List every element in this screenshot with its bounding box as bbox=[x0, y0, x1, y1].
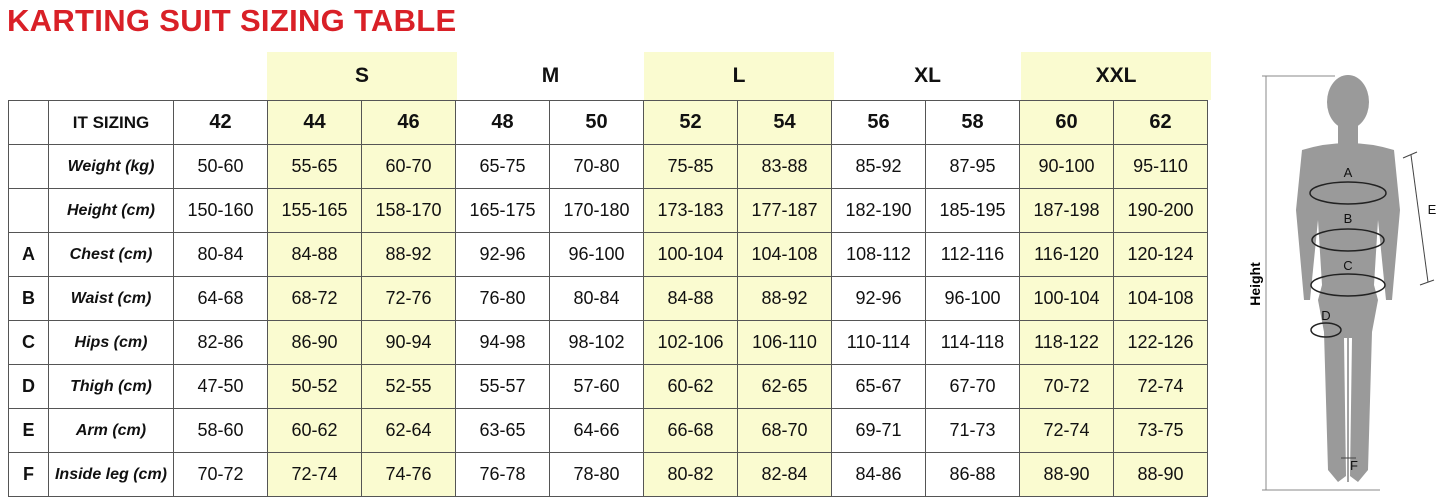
table-cell: 122-126 bbox=[1114, 321, 1208, 365]
table-cell: 165-175 bbox=[456, 189, 550, 233]
figure-label-e: E bbox=[1427, 202, 1437, 217]
table-cell: 70-72 bbox=[174, 453, 268, 497]
row-label: Height (cm) bbox=[49, 189, 174, 233]
table-cell: 63-65 bbox=[456, 409, 550, 453]
table-header-row bbox=[9, 101, 1208, 145]
table-cell: 55-65 bbox=[268, 145, 362, 189]
table-cell: 64-68 bbox=[174, 277, 268, 321]
table-cell: 64-66 bbox=[550, 409, 644, 453]
table-cell: 96-100 bbox=[550, 233, 644, 277]
row-label: Chest (cm) bbox=[49, 233, 174, 277]
row-letter: B bbox=[9, 277, 49, 321]
table-cell: 62-65 bbox=[738, 365, 832, 409]
row-label: Waist (cm) bbox=[49, 277, 174, 321]
size-group-l bbox=[644, 52, 834, 100]
table-cell: 80-84 bbox=[550, 277, 644, 321]
table-cell: 88-92 bbox=[738, 277, 832, 321]
table-cell: 80-82 bbox=[644, 453, 738, 497]
header-size-cell: 52 bbox=[644, 101, 738, 145]
table-cell: 96-100 bbox=[926, 277, 1020, 321]
header-size-cell: 56 bbox=[832, 101, 926, 145]
row-letter bbox=[9, 189, 49, 233]
header-size-cell: 60 bbox=[1020, 101, 1114, 145]
table-cell: 84-88 bbox=[644, 277, 738, 321]
table-cell: 92-96 bbox=[456, 233, 550, 277]
size-group-label: XXL bbox=[1095, 64, 1137, 87]
table-cell: 60-62 bbox=[268, 409, 362, 453]
table-cell: 84-88 bbox=[268, 233, 362, 277]
table-cell: 90-94 bbox=[362, 321, 456, 365]
table-cell: 92-96 bbox=[832, 277, 926, 321]
row-letter bbox=[9, 145, 49, 189]
table-cell: 98-102 bbox=[550, 321, 644, 365]
table-cell: 67-70 bbox=[926, 365, 1020, 409]
table-cell: 75-85 bbox=[644, 145, 738, 189]
figure-label-f: F bbox=[1350, 458, 1358, 473]
header-size-cell: 62 bbox=[1114, 101, 1208, 145]
table-cell: 116-120 bbox=[1020, 233, 1114, 277]
table-cell: 88-92 bbox=[362, 233, 456, 277]
table-cell: 50-52 bbox=[268, 365, 362, 409]
table-cell: 65-75 bbox=[456, 145, 550, 189]
table-cell: 76-78 bbox=[456, 453, 550, 497]
table-cell: 76-80 bbox=[456, 277, 550, 321]
table-row bbox=[9, 321, 1208, 365]
table-cell: 185-195 bbox=[926, 189, 1020, 233]
table-cell: 86-88 bbox=[926, 453, 1020, 497]
table-cell: 94-98 bbox=[456, 321, 550, 365]
table-cell: 104-108 bbox=[1114, 277, 1208, 321]
row-label: Weight (kg) bbox=[49, 145, 174, 189]
size-group-label: S bbox=[354, 64, 369, 87]
table-cell: 150-160 bbox=[174, 189, 268, 233]
row-letter: F bbox=[9, 453, 49, 497]
table-cell: 55-57 bbox=[456, 365, 550, 409]
header-size-cell: 46 bbox=[362, 101, 456, 145]
table-cell: 155-165 bbox=[268, 189, 362, 233]
table-cell: 47-50 bbox=[174, 365, 268, 409]
table-cell: 74-76 bbox=[362, 453, 456, 497]
row-label: Inside leg (cm) bbox=[49, 453, 174, 497]
table-cell: 57-60 bbox=[550, 365, 644, 409]
table-cell: 95-110 bbox=[1114, 145, 1208, 189]
sizing-table bbox=[8, 100, 1208, 497]
figure-label-a: A bbox=[1343, 165, 1353, 180]
table-cell: 84-86 bbox=[832, 453, 926, 497]
table-cell: 114-118 bbox=[926, 321, 1020, 365]
size-group-label: M bbox=[541, 64, 560, 87]
table-cell: 70-72 bbox=[1020, 365, 1114, 409]
table-cell: 100-104 bbox=[644, 233, 738, 277]
table-cell: 78-80 bbox=[550, 453, 644, 497]
page-title: KARTING SUIT SIZING TABLE bbox=[7, 3, 457, 38]
table-cell: 72-74 bbox=[1114, 365, 1208, 409]
size-group-m bbox=[457, 52, 644, 100]
table-cell: 68-72 bbox=[268, 277, 362, 321]
table-cell: 90-100 bbox=[1020, 145, 1114, 189]
table-cell: 112-116 bbox=[926, 233, 1020, 277]
row-letter: C bbox=[9, 321, 49, 365]
table-cell: 50-60 bbox=[174, 145, 268, 189]
table-cell: 72-74 bbox=[1020, 409, 1114, 453]
table-cell: 187-198 bbox=[1020, 189, 1114, 233]
table-row bbox=[9, 189, 1208, 233]
row-letter: D bbox=[9, 365, 49, 409]
table-cell: 85-92 bbox=[832, 145, 926, 189]
table-cell: 190-200 bbox=[1114, 189, 1208, 233]
table-cell: 72-76 bbox=[362, 277, 456, 321]
table-cell: 82-84 bbox=[738, 453, 832, 497]
size-group-header bbox=[267, 52, 1211, 100]
table-cell: 110-114 bbox=[832, 321, 926, 365]
table-cell: 158-170 bbox=[362, 189, 456, 233]
table-cell: 80-84 bbox=[174, 233, 268, 277]
header-size-cell: 48 bbox=[456, 101, 550, 145]
table-cell: 73-75 bbox=[1114, 409, 1208, 453]
table-cell: 71-73 bbox=[926, 409, 1020, 453]
table-cell: 52-55 bbox=[362, 365, 456, 409]
table-cell: 102-106 bbox=[644, 321, 738, 365]
table-cell: 72-74 bbox=[268, 453, 362, 497]
table-row bbox=[9, 233, 1208, 277]
table-cell: 106-110 bbox=[738, 321, 832, 365]
table-cell: 83-88 bbox=[738, 145, 832, 189]
table-row bbox=[9, 277, 1208, 321]
table-cell: 60-62 bbox=[644, 365, 738, 409]
table-cell: 120-124 bbox=[1114, 233, 1208, 277]
table-cell: 118-122 bbox=[1020, 321, 1114, 365]
table-cell: 173-183 bbox=[644, 189, 738, 233]
header-size-cell: 58 bbox=[926, 101, 1020, 145]
size-group-xl bbox=[834, 52, 1021, 100]
table-cell: 87-95 bbox=[926, 145, 1020, 189]
table-cell: 68-70 bbox=[738, 409, 832, 453]
table-cell: 100-104 bbox=[1020, 277, 1114, 321]
table-cell: 65-67 bbox=[832, 365, 926, 409]
table-cell: 70-80 bbox=[550, 145, 644, 189]
table-cell: 108-112 bbox=[832, 233, 926, 277]
size-group-xxl bbox=[1021, 52, 1211, 100]
row-label: Arm (cm) bbox=[49, 409, 174, 453]
table-cell: 58-60 bbox=[174, 409, 268, 453]
table-cell: 88-90 bbox=[1114, 453, 1208, 497]
figure-label-d: D bbox=[1321, 308, 1331, 323]
size-group-label: L bbox=[732, 64, 746, 87]
table-cell: 62-64 bbox=[362, 409, 456, 453]
row-label: Hips (cm) bbox=[49, 321, 174, 365]
row-letter: E bbox=[9, 409, 49, 453]
table-cell: 60-70 bbox=[362, 145, 456, 189]
table-row bbox=[9, 409, 1208, 453]
row-letter: A bbox=[9, 233, 49, 277]
table-cell: 182-190 bbox=[832, 189, 926, 233]
height-label: Height bbox=[1247, 262, 1263, 306]
table-row bbox=[9, 145, 1208, 189]
header-size-cell: 50 bbox=[550, 101, 644, 145]
size-group-label: XL bbox=[914, 64, 941, 87]
header-size-cell: 54 bbox=[738, 101, 832, 145]
table-cell: 177-187 bbox=[738, 189, 832, 233]
table-cell: 66-68 bbox=[644, 409, 738, 453]
row-label: Thigh (cm) bbox=[49, 365, 174, 409]
table-cell: 88-90 bbox=[1020, 453, 1114, 497]
header-size-cell: 44 bbox=[268, 101, 362, 145]
row-letter bbox=[9, 101, 49, 145]
table-row bbox=[9, 365, 1208, 409]
figure-label-c: C bbox=[1343, 258, 1353, 273]
table-cell: 86-90 bbox=[268, 321, 362, 365]
figure-label-b: B bbox=[1343, 211, 1353, 226]
table-row bbox=[9, 453, 1208, 497]
header-label: IT SIZING bbox=[49, 101, 174, 145]
header-size-cell: 42 bbox=[174, 101, 268, 145]
body-measurement-figure bbox=[1240, 70, 1440, 497]
table-cell: 170-180 bbox=[550, 189, 644, 233]
table-cell: 104-108 bbox=[738, 233, 832, 277]
table-cell: 69-71 bbox=[832, 409, 926, 453]
table-cell: 82-86 bbox=[174, 321, 268, 365]
size-group-s bbox=[267, 52, 457, 100]
